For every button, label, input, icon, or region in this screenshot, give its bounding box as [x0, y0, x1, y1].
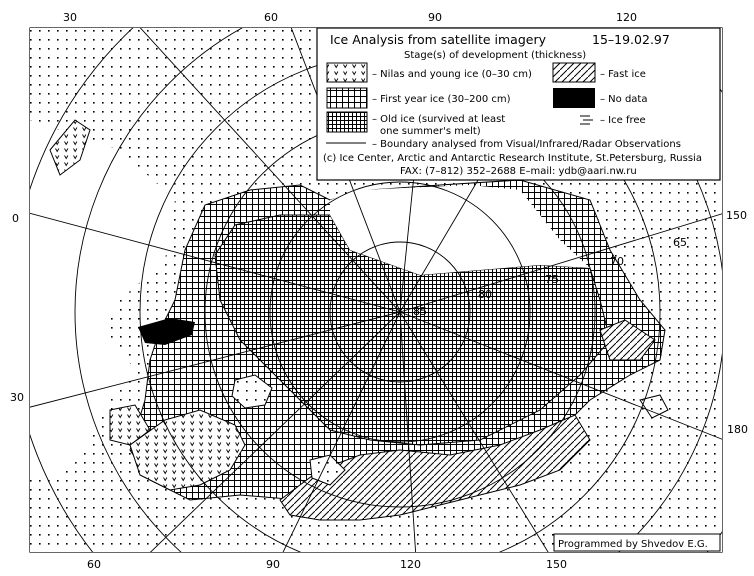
lon-left-30: 30: [10, 391, 24, 404]
legend-boundary-label: – Boundary analysed from Visual/Infrared/Radar Observations: [372, 139, 681, 150]
lon-right-150: 150: [726, 209, 747, 222]
legend-fast-label: – Fast ice: [600, 69, 646, 80]
lat-label-75: 75: [545, 273, 559, 286]
legend-credit: (c) Ice Center, Arctic and Antarctic Research Institute, St.Petersburg, Russia: [323, 153, 702, 164]
lat-label-85: 85: [413, 305, 427, 318]
fast-ice-swatch: [553, 63, 595, 82]
legend-nilas-label: – Nilas and young ice (0–30 cm): [372, 69, 532, 80]
footer-credit: Programmed by Shvedov E.G.: [558, 539, 708, 550]
lon-bottom-120: 120: [400, 558, 421, 571]
lat-label-65: 65: [673, 236, 687, 249]
lon-bottom-60: 60: [87, 558, 101, 571]
legend-contact: FAX: (7–812) 352–2688 E–mail: ydb@aari.nw.ru: [400, 166, 637, 177]
old-ice-swatch: [327, 112, 367, 132]
legend-firstyear-label: – First year ice (30–200 cm): [372, 94, 511, 105]
first-year-swatch: [327, 88, 367, 108]
legend-subtitle: Stage(s) of development (thickness): [404, 50, 587, 61]
lon-top-120: 120: [616, 11, 637, 24]
legend-old-label-2: one summer's melt): [380, 126, 481, 137]
lon-top-90: 90: [428, 11, 442, 24]
lat-label-70: 70: [610, 255, 624, 268]
lon-left-0: 0: [12, 212, 19, 225]
lon-bottom-150: 150: [546, 558, 567, 571]
lon-top-30: 30: [63, 11, 77, 24]
nilas-swatch: [327, 63, 367, 82]
lon-top-60: 60: [264, 11, 278, 24]
legend-nodata-label: – No data: [600, 94, 648, 105]
lon-right-180: 180: [727, 423, 748, 436]
legend-dates: 15–19.02.97: [592, 32, 670, 47]
footer: [554, 534, 720, 551]
legend-icefree-label: – Ice free: [600, 115, 646, 126]
legend: [317, 28, 720, 180]
no-data-swatch: [553, 88, 595, 108]
legend-old-label-1: – Old ice (survived at least: [372, 114, 506, 125]
lat-label-80: 80: [478, 288, 492, 301]
legend-title: Ice Analysis from satellite imagery: [330, 32, 546, 47]
lon-bottom-90: 90: [266, 558, 280, 571]
